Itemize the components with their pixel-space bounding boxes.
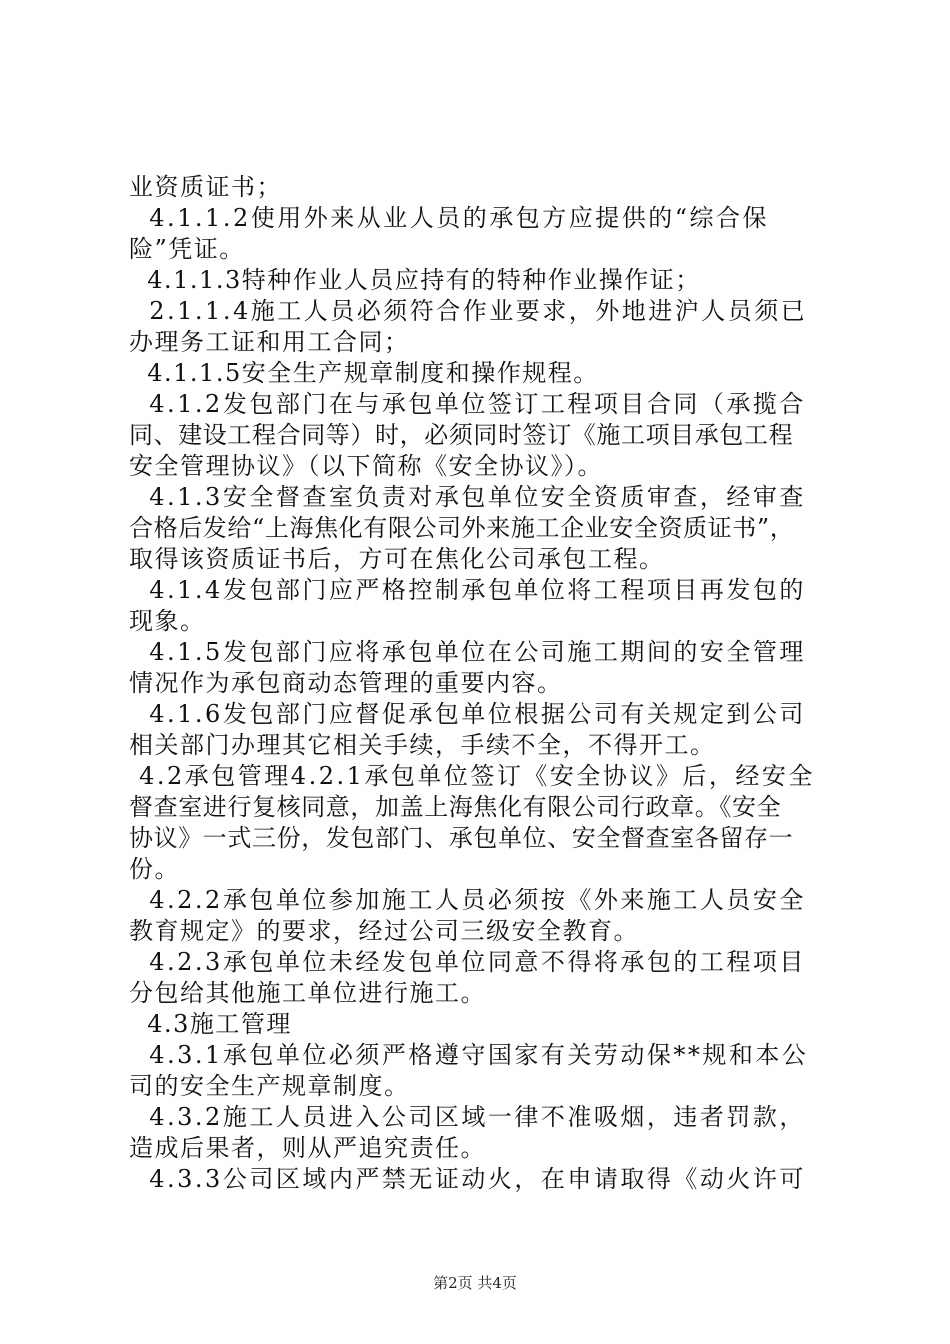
text-line: 险”凭证。 (129, 235, 245, 263)
text-line: 4.2承包管理4.2.1承包单位签订《安全协议》后，经安全 (129, 762, 815, 790)
text-line: 4.2.2承包单位参加施工人员必须按《外来施工人员安全 (129, 886, 806, 914)
text-line: 4.1.1.3特种作业人员应持有的特种作业操作证； (129, 266, 701, 294)
text-line: 4.3.3公司区域内严禁无证动火，在申请取得《动火许可 (129, 1165, 806, 1193)
text-line: 取得该资质证书后，方可在焦化公司承包工程。 (129, 545, 665, 573)
text-line: 4.3施工管理 (129, 1010, 292, 1038)
text-line: 4.1.1.5安全生产规章制度和操作规程。 (129, 359, 599, 387)
text-line: 4.3.2施工人员进入公司区域一律不准吸烟，违者罚款， (129, 1103, 806, 1131)
text-line: 造成后果者，则从严追究责任。 (129, 1134, 486, 1162)
text-line: 4.1.3安全督查室负责对承包单位安全资质审查，经审查 (129, 483, 806, 511)
body-text (129, 172, 831, 1195)
text-line: 分包给其他施工单位进行施工。 (129, 979, 486, 1007)
text-line: 4.1.5发包部门应将承包单位在公司施工期间的安全管理 (129, 638, 806, 666)
text-line: 4.3.1承包单位必须严格遵守国家有关劳动保**规和本公 (129, 1041, 809, 1069)
text-line: 督查室进行复核同意，加盖上海焦化有限公司行政章。《安全 (129, 793, 782, 821)
text-line: 协议》一式三份，发包部门、承包单位、安全督查室各留存一 (129, 824, 794, 852)
text-line: 情况作为承包商动态管理的重要内容。 (129, 669, 563, 697)
text-line: 现象。 (129, 607, 206, 635)
text-line: 4.1.4发包部门应严格控制承包单位将工程项目再发包的 (129, 576, 806, 604)
text-line: 4.1.2发包部门在与承包单位签订工程项目合同（承揽合 (129, 390, 806, 418)
text-line: 业资质证书； (129, 173, 282, 201)
page-footer: 第2页 共4页 (433, 1274, 517, 1292)
text-line: 4.1.1.2使用外来从业人员的承包方应提供的“综合保 (129, 204, 769, 232)
text-line: 4.1.6发包部门应督促承包单位根据公司有关规定到公司 (129, 700, 806, 728)
text-line: 安全管理协议》（以下简称《安全协议》）。 (129, 452, 603, 480)
text-line: 份。 (129, 855, 180, 883)
text-line: 办理务工证和用工合同； (129, 328, 410, 356)
text-line: 司的安全生产规章制度。 (129, 1072, 410, 1100)
text-line: 4.2.3承包单位未经发包单位同意不得将承包的工程项目 (129, 948, 806, 976)
text-line: 教育规定》的要求，经过公司三级安全教育。 (129, 917, 639, 945)
text-line: 2.1.1.4施工人员必须符合作业要求，外地进沪人员须已 (129, 297, 808, 325)
text-line: 合格后发给“上海焦化有限公司外来施工企业安全资质证书”， (129, 514, 795, 542)
text-line: 同、建设工程合同等）时，必须同时签订《施工项目承包工程 (129, 421, 794, 449)
text-line: 相关部门办理其它相关手续，手续不全，不得开工。 (129, 731, 716, 759)
